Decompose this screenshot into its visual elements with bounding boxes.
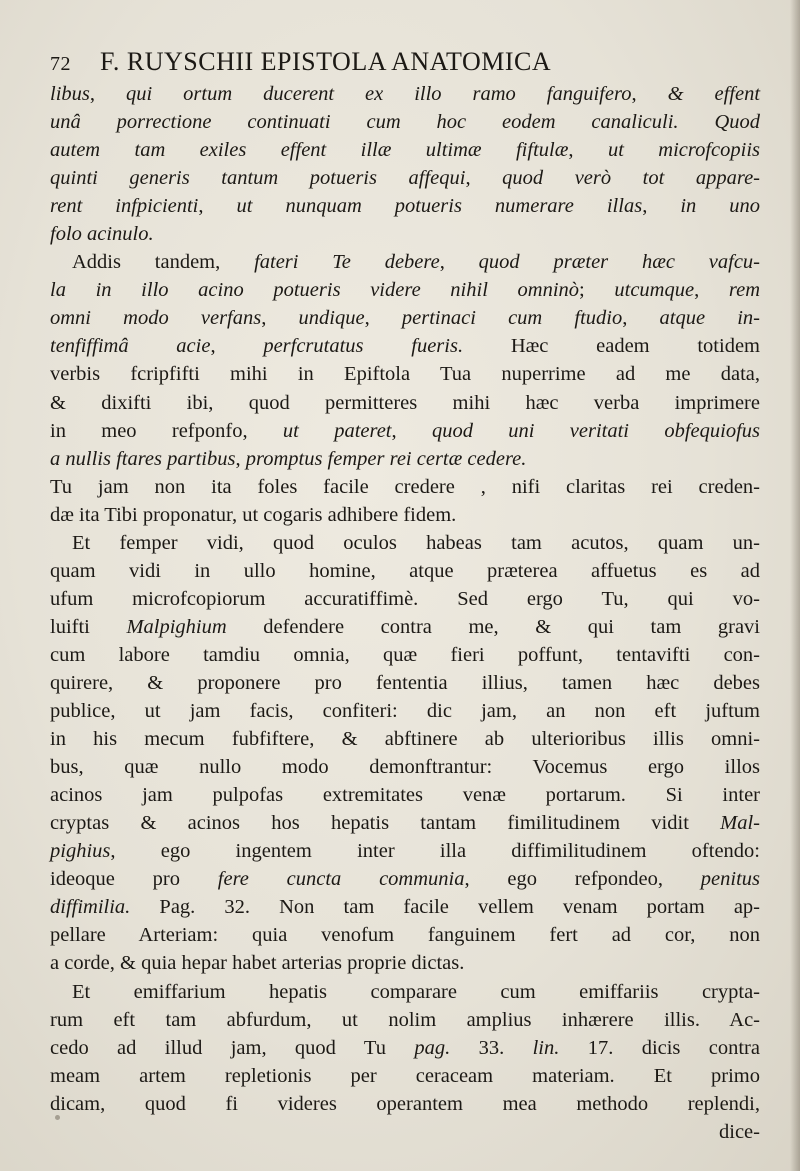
italic-segment: promptus femper rei certæ cedere. — [245, 447, 527, 470]
text-segment: verbis fcripfifti mihi in Epiftola Tua nuperrime ad me data, — [50, 363, 760, 386]
text-line — [50, 557, 760, 585]
text-line — [50, 332, 760, 360]
text-segment: , — [642, 195, 681, 218]
text-line — [50, 865, 760, 893]
text-line — [50, 1034, 760, 1062]
italic-segment: diffimilia. — [50, 896, 131, 919]
text-segment: meam artem repletionis per ceraceam materiam. Et primo — [50, 1064, 760, 1087]
page-edge-shadow — [790, 0, 800, 1171]
text-segment: ufum microfcopiorum accuratiffimè. Sed ergo Tu, qui vo- — [50, 587, 760, 610]
text-segment: , — [568, 139, 608, 162]
italic-segment: penitus — [700, 868, 760, 891]
text-segment: quirere, & proponere pro fententia illius, tamen hæc debes — [50, 671, 760, 694]
text-line — [50, 445, 760, 473]
text-segment: cum labore tamdiu omnia, quæ fieri poffunt, tentavifti con- — [50, 643, 760, 666]
text-segment: 33. — [450, 1036, 533, 1059]
text-segment: a corde, & quia hepar habet arterias proprie dictas. — [50, 952, 465, 975]
text-segment: Pag. 32. Non tam facile vellem venam portam ap- — [130, 896, 760, 919]
italic-segment: ut nunquam potueris numerare illas — [236, 195, 643, 218]
italic-segment: a nullis ftares partibus — [50, 447, 236, 470]
text-segment: dice- — [719, 1120, 760, 1143]
italic-segment: & effent — [667, 83, 761, 105]
italic-segment: in uno — [680, 195, 761, 218]
text-line — [50, 781, 760, 809]
text-segment: Hæc eadem totidem — [463, 335, 760, 358]
text-segment — [679, 111, 715, 133]
italic-segment: pighius — [50, 840, 111, 863]
text-segment: rum eft tam abfurdum, ut nolim amplius inhærere illis. Ac- — [50, 1008, 760, 1031]
text-line — [50, 978, 760, 1006]
text-line — [50, 697, 760, 725]
text-segment: ideoque pro — [50, 868, 218, 891]
text-line — [50, 80, 760, 108]
running-head: F. RUYSCHII EPISTOLA ANATOMICA — [100, 47, 552, 76]
text-segment: in his mecum fubfiftere, & abftinere ab ulterioribus illis omni- — [50, 728, 760, 751]
text-segment: Addis tandem, — [72, 251, 255, 274]
text-line — [50, 613, 760, 641]
text-line — [50, 725, 760, 753]
text-segment: , — [391, 419, 432, 442]
text-line — [50, 753, 760, 781]
italic-segment: qui ortum ducerent ex illo ramo fanguifero — [125, 83, 632, 105]
italic-segment: libus — [50, 83, 90, 105]
italic-segment: ut microfcopiis — [607, 139, 761, 162]
text-line — [50, 809, 760, 837]
text-segment: dæ ita Tibi proponatur, ut cogaris adhibere fidem. — [50, 503, 457, 526]
text-line — [50, 192, 760, 220]
text-segment: , — [631, 83, 668, 105]
text-line — [50, 136, 760, 164]
text-line — [50, 164, 760, 192]
text-line — [50, 417, 760, 445]
text-segment: , — [198, 195, 237, 218]
italic-segment: rent infpicienti — [50, 195, 199, 218]
text-line — [50, 1090, 760, 1118]
text-line — [50, 669, 760, 697]
page-number: 72 — [50, 53, 71, 75]
italic-segment: pag. — [414, 1036, 451, 1059]
text-segment: publice, ut jam facis, confiteri: dic jam, an non eft juftum — [50, 700, 760, 723]
text-segment: , — [622, 307, 660, 330]
text-line — [50, 949, 760, 977]
text-line — [50, 837, 760, 865]
italic-segment: lin. — [532, 1036, 560, 1059]
text-line — [50, 893, 760, 921]
text-segment: 17. dicis contra — [559, 1036, 760, 1059]
italic-segment: folo acinulo. — [50, 223, 154, 246]
text-segment: , — [261, 307, 299, 330]
italic-segment: la in illo acino potueris videre nihil omninò — [50, 279, 580, 302]
text-segment: , ego refpondeo, — [464, 868, 701, 891]
italic-segment: quod verò tot appare- — [502, 167, 761, 190]
italic-segment: Mal- — [720, 812, 760, 835]
text-line — [50, 248, 760, 276]
text-segment: , — [89, 83, 126, 105]
italic-segment: unâ porrectione continuati cum hoc eodem canaliculi. — [50, 111, 679, 134]
italic-segment: undique — [298, 307, 365, 330]
text-segment: ; — [579, 279, 615, 302]
text-segment: in meo refponfo, — [50, 419, 283, 442]
text-line — [50, 473, 760, 501]
body-text — [50, 80, 760, 1146]
text-segment: , ego ingentem inter illa diffimilitudinem oftendo: — [110, 840, 760, 863]
text-line — [50, 276, 760, 304]
text-segment: quam vidi in ullo homine, atque præterea affuetus es ad — [50, 559, 760, 582]
text-segment: , — [694, 279, 729, 302]
text-line — [50, 1062, 760, 1090]
text-line — [50, 921, 760, 949]
text-segment: , — [210, 335, 264, 358]
italic-segment: quod uni veritati obfequiofus — [431, 419, 760, 442]
text-segment: acinos jam pulpofas extremitates venæ portarum. Si inter — [50, 784, 760, 807]
text-segment: luifti — [50, 615, 127, 638]
text-segment: Et femper vidi, quod oculos habeas tam acutos, quam un- — [72, 531, 760, 554]
text-segment: , — [465, 167, 503, 190]
italic-segment: quod præter hæc vafcu- — [478, 251, 761, 274]
text-line — [50, 641, 760, 669]
text-segment: & dixifti ibi, quod permitteres mihi hæc verba imprimere — [50, 391, 760, 414]
text-segment: Tu jam non ita foles facile credere , nifi claritas rei creden- — [50, 475, 760, 498]
italic-segment: omni modo verfans — [50, 307, 262, 330]
text-line — [50, 220, 760, 248]
text-segment: , — [439, 251, 479, 274]
text-line — [50, 529, 760, 557]
text-line — [50, 108, 760, 136]
italic-segment: utcumque — [614, 279, 695, 302]
text-segment: pellare Arteriam: quia venofum fanguinem fert ad cor, non — [50, 924, 760, 947]
text-line — [50, 501, 760, 529]
italic-segment: rem — [728, 279, 760, 302]
italic-segment: Quod — [714, 111, 761, 134]
italic-segment: atque in- — [659, 307, 761, 330]
italic-segment: autem tam exiles effent illæ ultimæ fiftulæ — [50, 139, 569, 162]
text-segment: , — [235, 447, 246, 470]
catchword — [50, 1118, 760, 1146]
text-segment: dicam, quod fi videres operantem mea methodo replendi, — [50, 1092, 760, 1115]
text-segment: cedo ad illud jam, quod Tu — [50, 1036, 415, 1059]
text-segment: defendere contra me, & qui tam gravi — [226, 615, 760, 638]
text-line — [50, 360, 760, 388]
text-line — [50, 304, 760, 332]
text-segment: bus, quæ nullo modo demonftrantur: Vocemus ergo illos — [50, 756, 760, 779]
italic-segment: ut pateret — [282, 419, 392, 442]
text-line — [50, 389, 760, 417]
paper-speck — [55, 1115, 60, 1120]
page-header — [50, 44, 551, 80]
italic-segment: pertinaci cum ftudio — [401, 307, 623, 330]
italic-segment: fere cuncta communia — [217, 868, 465, 891]
text-line — [50, 585, 760, 613]
italic-segment: quinti generis tantum potueris affequi — [50, 167, 466, 190]
italic-segment: perfcrutatus fueris. — [263, 335, 464, 358]
text-line — [50, 1006, 760, 1034]
italic-segment: fateri Te debere — [254, 251, 440, 274]
text-segment: Et emiffarium hepatis comparare cum emiffariis crypta- — [72, 980, 760, 1003]
italic-segment: Malpighium — [126, 615, 227, 638]
text-segment: , — [364, 307, 402, 330]
italic-segment: tenfiffimâ acie — [50, 335, 211, 358]
text-segment: cryptas & acinos hos hepatis tantam fimilitudinem vidit — [50, 812, 721, 835]
